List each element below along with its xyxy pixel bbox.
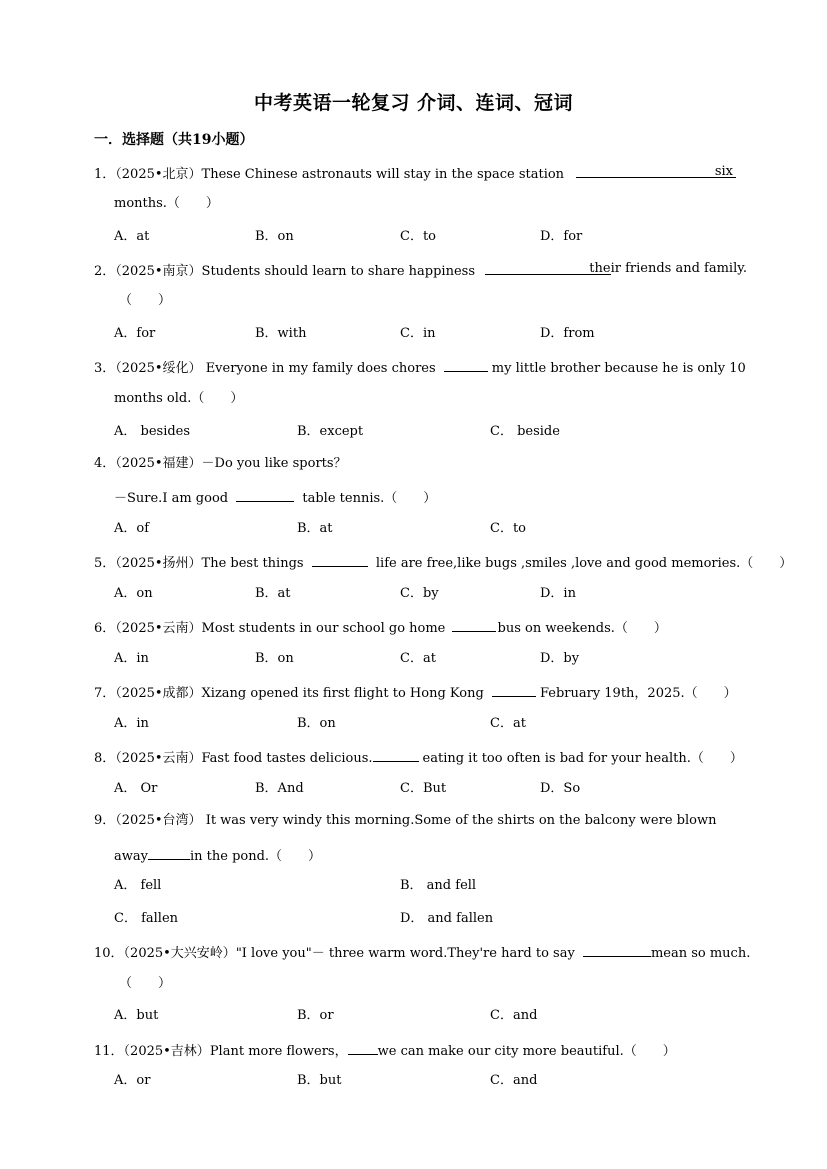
- answer-blank[interactable]: [148, 846, 190, 860]
- question-number: 4．: [94, 456, 116, 471]
- question-text: Plant more flowers，: [209, 1044, 348, 1059]
- page-title: 中考英语一轮复习 介词、连词、冠词: [253, 92, 574, 114]
- question-2-stem: [94, 261, 747, 280]
- question-5-stem: [94, 553, 793, 572]
- answer-blank[interactable]: [444, 358, 488, 372]
- option-a[interactable]: A．for: [114, 326, 156, 341]
- option-b[interactable]: B．And: [255, 781, 304, 796]
- question-text: bus on weekends.（ ）: [497, 621, 667, 636]
- option-d[interactable]: D．for: [540, 229, 583, 244]
- option-b[interactable]: B．on: [255, 229, 294, 244]
- option-a[interactable]: A．at: [114, 229, 150, 244]
- option-b[interactable]: B．with: [255, 326, 307, 341]
- option-b[interactable]: B．at: [297, 521, 333, 536]
- option-c[interactable]: C．to: [400, 229, 436, 244]
- question-text: mean so much.: [650, 946, 751, 961]
- answer-blank[interactable]: [312, 553, 368, 567]
- option-b[interactable]: B．on: [297, 716, 336, 731]
- answer-blank[interactable]: [583, 943, 651, 957]
- question-text: life are free,like bugs ,smiles ,love and good memories.（ ）: [375, 556, 793, 571]
- question-source: （2025•成都）: [115, 686, 202, 701]
- option-b[interactable]: B．on: [255, 651, 294, 666]
- option-b[interactable]: B．except: [297, 424, 364, 439]
- option-c[interactable]: C． beside: [490, 424, 560, 439]
- option-a[interactable]: A．but: [114, 1008, 159, 1023]
- question-3-stem: [94, 358, 746, 377]
- option-b[interactable]: B． and fell: [400, 878, 477, 893]
- question-text: Everyone in my family does chores: [205, 361, 436, 376]
- option-d[interactable]: D．by: [540, 651, 580, 666]
- option-a[interactable]: A． fell: [114, 878, 162, 893]
- option-b[interactable]: B．or: [297, 1008, 334, 1023]
- option-a[interactable]: A．in: [114, 651, 149, 666]
- question-text: The best things: [201, 556, 304, 571]
- option-c[interactable]: C．at: [490, 716, 526, 731]
- question-text: away: [114, 849, 148, 864]
- answer-blank[interactable]: [373, 748, 419, 762]
- option-c[interactable]: C．to: [490, 521, 526, 536]
- question-text: Students should learn to share happiness: [201, 264, 475, 279]
- question-text: eating it too often is bad for your health.（ ）: [422, 751, 743, 766]
- question-source: （2025•南京）: [115, 264, 202, 279]
- question-source: （2025•云南）: [115, 621, 202, 636]
- option-b[interactable]: B．at: [255, 586, 291, 601]
- question-number: 10．: [94, 946, 124, 961]
- question-source: （2025•吉林）: [123, 1044, 210, 1059]
- question-4-continuation: [114, 488, 436, 507]
- option-a[interactable]: A．of: [114, 521, 150, 536]
- option-a[interactable]: A． Or: [114, 781, 158, 796]
- section-heading: 一．选择题（共19小题）: [94, 132, 254, 148]
- question-1-continuation: months.（ ）: [114, 196, 219, 211]
- question-number: 3．: [94, 361, 116, 376]
- option-a[interactable]: A．or: [114, 1073, 151, 1088]
- option-a[interactable]: A．on: [114, 586, 153, 601]
- question-text: February 19th，2025.（ ）: [539, 686, 737, 701]
- question-source: （2025•北京）: [115, 167, 202, 182]
- question-source: （2025•大兴安岭）: [123, 946, 236, 961]
- question-source: （2025•云南）: [115, 751, 202, 766]
- question-text: Most students in our school go home: [201, 621, 446, 636]
- question-text: －Do you like sports？: [201, 456, 347, 471]
- question-2-continuation: （ ）: [119, 293, 172, 308]
- answer-blank[interactable]: [452, 618, 496, 632]
- option-d[interactable]: D．from: [540, 326, 595, 341]
- answer-blank[interactable]: [348, 1041, 378, 1055]
- question-8-stem: [94, 748, 743, 767]
- question-text: It was very windy this morning.Some of the shirts on the balcony were blown: [205, 813, 717, 828]
- question-source: （2025•绥化）: [115, 361, 202, 376]
- question-text: "I love you"－ three warm word.They're hard to say: [235, 946, 575, 961]
- question-text: we can make our city more beautiful.（ ）: [377, 1044, 676, 1059]
- option-a[interactable]: A．in: [114, 716, 149, 731]
- question-number: 1．: [94, 167, 116, 182]
- option-d[interactable]: D．in: [540, 586, 576, 601]
- question-number: 5．: [94, 556, 116, 571]
- question-text: These Chinese astronauts will stay in the space station: [201, 167, 565, 182]
- question-10-stem: [94, 943, 751, 962]
- question-number: 2．: [94, 264, 116, 279]
- question-number: 8．: [94, 751, 116, 766]
- question-1-stem: [94, 164, 733, 183]
- question-text: in the pond.（ ）: [189, 849, 322, 864]
- question-text: Xizang opened its first flight to Hong Kong: [201, 686, 484, 701]
- answer-blank[interactable]: [236, 488, 294, 502]
- question-text: six: [714, 164, 733, 179]
- option-d[interactable]: D．So: [540, 781, 581, 796]
- answer-blank[interactable]: [492, 683, 536, 697]
- question-3-continuation: months old.（ ）: [114, 391, 244, 406]
- option-c[interactable]: C． fallen: [114, 911, 179, 926]
- option-c[interactable]: C．at: [400, 651, 436, 666]
- question-6-stem: [94, 618, 733, 637]
- question-source: （2025•台湾）: [115, 813, 202, 828]
- answer-blank[interactable]: [576, 164, 736, 178]
- question-source: （2025•扬州）: [115, 556, 202, 571]
- question-text: Fast food tastes delicious.: [201, 751, 373, 766]
- question-4-stem: [94, 456, 733, 472]
- option-c[interactable]: C．by: [400, 586, 439, 601]
- question-number: 11．: [94, 1044, 124, 1059]
- question-text: my little brother because he is only 10: [491, 361, 746, 376]
- question-10-continuation: （ ）: [119, 976, 172, 991]
- option-b[interactable]: B．but: [297, 1073, 342, 1088]
- question-number: 9．: [94, 813, 116, 828]
- question-number: 7．: [94, 686, 116, 701]
- question-text: their friends and family.: [589, 261, 747, 276]
- option-c[interactable]: C．and: [490, 1008, 538, 1023]
- question-source: （2025•福建）: [115, 456, 202, 471]
- option-c[interactable]: C．But: [400, 781, 447, 796]
- question-11-stem: [94, 1041, 733, 1060]
- question-number: 6．: [94, 621, 116, 636]
- option-c[interactable]: C．in: [400, 326, 436, 341]
- question-7-stem: [94, 683, 737, 702]
- question-9-stem: [94, 813, 733, 829]
- question-text: －Sure.I am good: [114, 491, 229, 506]
- option-a[interactable]: A． besides: [114, 424, 191, 439]
- question-text: table tennis.（ ）: [302, 491, 437, 506]
- question-9-continuation: [114, 846, 321, 865]
- option-c[interactable]: C．and: [490, 1073, 538, 1088]
- option-d[interactable]: D． and fallen: [400, 911, 494, 926]
